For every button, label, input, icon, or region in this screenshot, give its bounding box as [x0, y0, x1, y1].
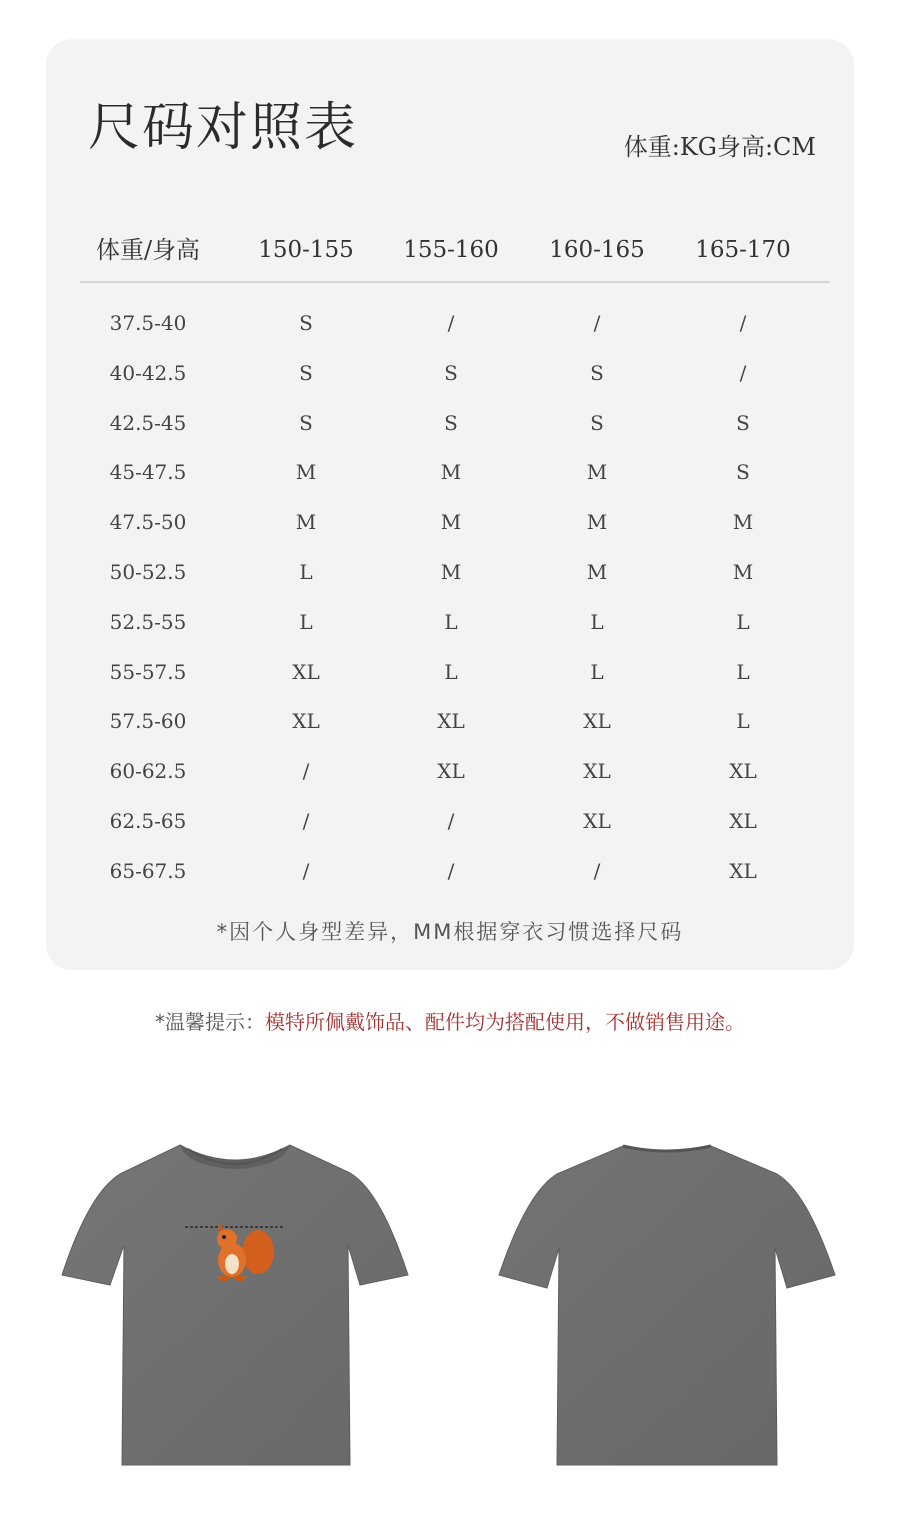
- header-cell-160-165: 160-165: [549, 237, 645, 263]
- weight-range-cell: 65-67.5: [109, 858, 187, 883]
- size-cell: L: [299, 559, 313, 584]
- weight-range-cell: 42.5-45: [109, 410, 187, 435]
- size-cell: /: [447, 858, 455, 883]
- size-cell: XL: [729, 759, 757, 784]
- size-cell: XL: [729, 858, 757, 883]
- table-row: [0, 447, 900, 497]
- size-cell: S: [736, 460, 750, 485]
- size-cell: M: [586, 460, 608, 485]
- table-header: [0, 232, 900, 268]
- table-row: [0, 696, 900, 746]
- weight-range-cell: 57.5-60: [109, 709, 187, 734]
- size-cell: XL: [292, 659, 320, 684]
- size-cell: S: [590, 410, 604, 435]
- size-cell: M: [295, 460, 317, 485]
- size-cell: M: [732, 559, 754, 584]
- size-cell: S: [444, 410, 458, 435]
- size-cell: L: [736, 609, 750, 634]
- weight-range-cell: 37.5-40: [109, 311, 187, 335]
- weight-range-cell: 50-52.5: [109, 559, 187, 584]
- table-row: [0, 846, 900, 896]
- size-cell: S: [299, 360, 313, 385]
- size-cell: /: [739, 311, 747, 335]
- size-cell: L: [590, 609, 604, 634]
- table-row: [0, 497, 900, 547]
- size-cell: /: [302, 858, 310, 883]
- size-cell: L: [444, 659, 458, 684]
- size-table-body: [0, 298, 900, 896]
- table-row: [0, 547, 900, 597]
- size-cell: S: [299, 311, 313, 335]
- size-cell: XL: [292, 709, 320, 734]
- size-cell: /: [447, 808, 455, 833]
- size-cell: S: [590, 360, 604, 385]
- header-cell-165-170: 165-170: [695, 237, 791, 263]
- tshirt-back-image: [495, 1140, 840, 1475]
- size-cell: L: [736, 709, 750, 734]
- size-cell: /: [447, 311, 455, 335]
- size-cell: L: [590, 659, 604, 684]
- size-cell: L: [736, 659, 750, 684]
- size-cell: XL: [437, 709, 465, 734]
- weight-range-cell: 62.5-65: [109, 808, 187, 833]
- table-row: [0, 647, 900, 697]
- weight-range-cell: 47.5-50: [109, 510, 187, 535]
- size-cell: /: [302, 759, 310, 784]
- size-cell: /: [593, 311, 601, 335]
- size-cell: M: [440, 510, 462, 535]
- table-row: [0, 398, 900, 448]
- tip-prefix: *温馨提示：: [155, 1010, 265, 1034]
- size-cell: M: [586, 559, 608, 584]
- size-cell: M: [732, 510, 754, 535]
- size-cell: /: [302, 808, 310, 833]
- tshirt-front-image: [60, 1135, 410, 1475]
- size-cell: M: [295, 510, 317, 535]
- table-row: [0, 348, 900, 398]
- size-cell: M: [586, 510, 608, 535]
- size-cell: XL: [583, 759, 611, 784]
- table-row: [0, 597, 900, 647]
- size-cell: XL: [729, 808, 757, 833]
- tip-line: [0, 1008, 900, 1036]
- table-row: [0, 796, 900, 846]
- weight-range-cell: 55-57.5: [109, 659, 187, 684]
- unit-note: 体重:KG身高:CM: [623, 133, 816, 161]
- size-cell: XL: [583, 808, 611, 833]
- size-cell: L: [444, 609, 458, 634]
- size-cell: S: [444, 360, 458, 385]
- table-row: [0, 298, 900, 348]
- tip-body: 模特所佩戴饰品、配件均为搭配使用，不做销售用途。: [265, 1010, 745, 1034]
- size-cell: M: [440, 460, 462, 485]
- size-cell: XL: [583, 709, 611, 734]
- header-divider: [80, 281, 830, 283]
- page-title: 尺码对照表: [88, 98, 359, 158]
- weight-range-cell: 60-62.5: [109, 759, 187, 784]
- table-row: [0, 746, 900, 796]
- footnote: *因个人身型差异，MM根据穿衣习惯选择尺码: [216, 920, 684, 944]
- header-cell-weight-height: 体重/身高: [95, 236, 201, 264]
- weight-range-cell: 52.5-55: [109, 609, 187, 634]
- size-cell: L: [299, 609, 313, 634]
- size-cell: XL: [437, 759, 465, 784]
- header-cell-155-160: 155-160: [403, 237, 499, 263]
- size-cell: M: [440, 559, 462, 584]
- weight-range-cell: 40-42.5: [109, 360, 187, 385]
- size-cell: S: [736, 410, 750, 435]
- size-cell: /: [593, 858, 601, 883]
- weight-range-cell: 45-47.5: [109, 460, 187, 485]
- size-cell: /: [739, 360, 747, 385]
- size-cell: S: [299, 410, 313, 435]
- header-cell-150-155: 150-155: [258, 237, 354, 263]
